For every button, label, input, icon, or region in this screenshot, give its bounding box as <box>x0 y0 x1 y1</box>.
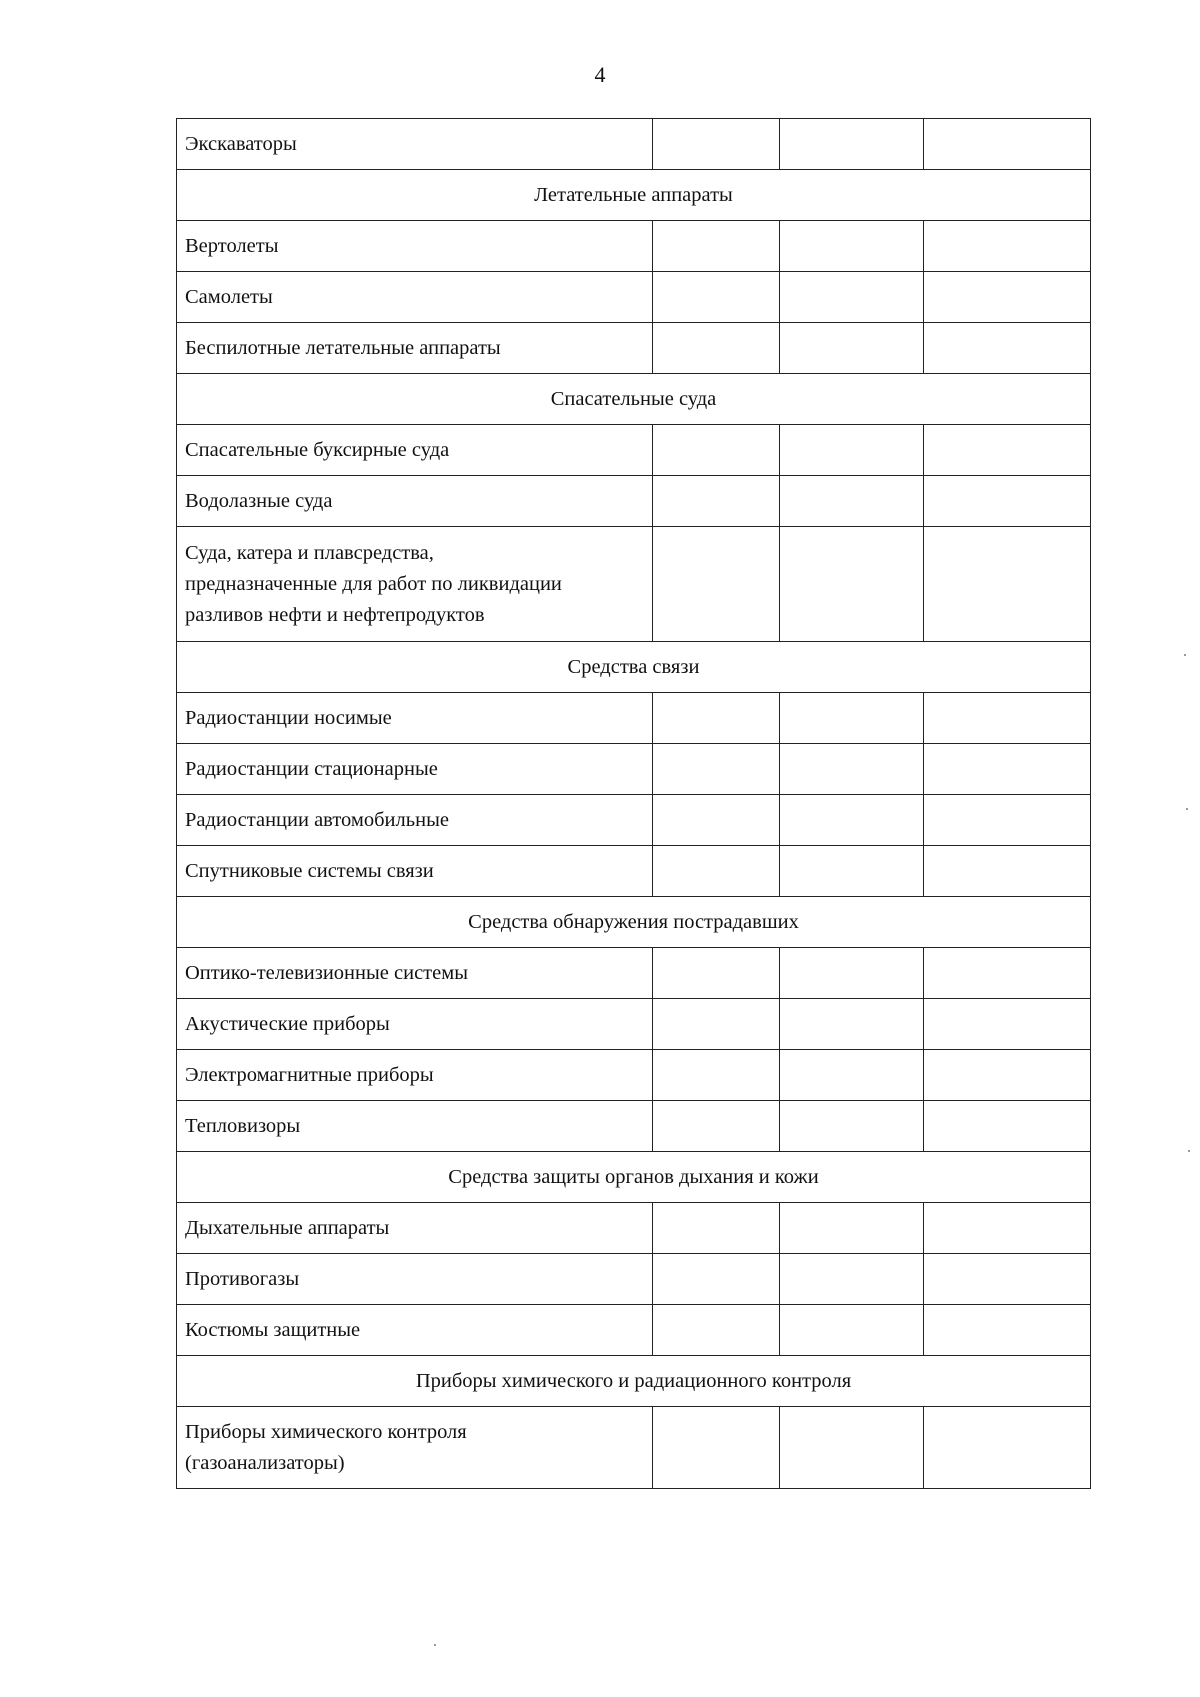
item-name-cell: Радиостанции носимые <box>177 693 653 744</box>
item-name-cell: Тепловизоры <box>177 1101 653 1152</box>
table-row <box>177 744 1091 795</box>
value-cell-1 <box>653 527 780 642</box>
page-number: 4 <box>594 62 606 87</box>
value-cell-2 <box>780 119 924 170</box>
table-row <box>177 323 1091 374</box>
value-cell-1 <box>653 425 780 476</box>
value-cell-3 <box>924 272 1091 323</box>
table-row <box>177 221 1091 272</box>
item-name-cell: Оптико-телевизионные системы <box>177 948 653 999</box>
item-name-cell: Спасательные буксирные суда <box>177 425 653 476</box>
table-row <box>177 948 1091 999</box>
item-name-cell: Противогазы <box>177 1254 653 1305</box>
value-cell-1 <box>653 1254 780 1305</box>
table-row <box>177 1407 1091 1489</box>
table-row <box>177 795 1091 846</box>
section-title: Средства связи <box>177 642 1091 693</box>
value-cell-1 <box>653 1305 780 1356</box>
value-cell-3 <box>924 1305 1091 1356</box>
value-cell-1 <box>653 948 780 999</box>
section-header-row <box>177 1152 1091 1203</box>
value-cell-2 <box>780 948 924 999</box>
value-cell-2 <box>780 1254 924 1305</box>
value-cell-2 <box>780 795 924 846</box>
value-cell-2 <box>780 221 924 272</box>
table-body <box>177 119 1091 1489</box>
item-name-line: (газоанализаторы) <box>185 1451 345 1474</box>
value-cell-1 <box>653 999 780 1050</box>
value-cell-1 <box>653 1101 780 1152</box>
item-name-cell: Водолазные суда <box>177 476 653 527</box>
scan-speck <box>434 1644 436 1646</box>
item-name-cell: Вертолеты <box>177 221 653 272</box>
item-name-cell: Радиостанции стационарные <box>177 744 653 795</box>
value-cell-3 <box>924 1407 1091 1489</box>
value-cell-1 <box>653 744 780 795</box>
section-title: Спасательные суда <box>177 374 1091 425</box>
table-row <box>177 693 1091 744</box>
value-cell-2 <box>780 693 924 744</box>
value-cell-1 <box>653 693 780 744</box>
table-row <box>177 999 1091 1050</box>
item-name-cell: Акустические приборы <box>177 999 653 1050</box>
value-cell-3 <box>924 948 1091 999</box>
section-title: Средства защиты органов дыхания и кожи <box>177 1152 1091 1203</box>
item-name-cell: Экскаваторы <box>177 119 653 170</box>
item-name-cell <box>177 1407 653 1489</box>
value-cell-3 <box>924 425 1091 476</box>
value-cell-2 <box>780 1101 924 1152</box>
value-cell-3 <box>924 795 1091 846</box>
value-cell-1 <box>653 1407 780 1489</box>
table-row <box>177 476 1091 527</box>
item-name-cell: Электромагнитные приборы <box>177 1050 653 1101</box>
value-cell-2 <box>780 476 924 527</box>
item-name-cell: Самолеты <box>177 272 653 323</box>
value-cell-1 <box>653 272 780 323</box>
value-cell-2 <box>780 323 924 374</box>
item-name-cell: Спутниковые системы связи <box>177 846 653 897</box>
value-cell-2 <box>780 527 924 642</box>
value-cell-2 <box>780 1203 924 1254</box>
table-row <box>177 1203 1091 1254</box>
scan-speck <box>1186 808 1188 810</box>
scan-speck <box>1188 1150 1190 1152</box>
value-cell-3 <box>924 744 1091 795</box>
value-cell-2 <box>780 846 924 897</box>
value-cell-2 <box>780 1305 924 1356</box>
value-cell-2 <box>780 999 924 1050</box>
item-name-cell: Дыхательные аппараты <box>177 1203 653 1254</box>
value-cell-3 <box>924 119 1091 170</box>
value-cell-3 <box>924 221 1091 272</box>
section-header-row <box>177 897 1091 948</box>
item-name-cell <box>177 527 653 642</box>
section-header-row <box>177 1356 1091 1407</box>
value-cell-1 <box>653 795 780 846</box>
value-cell-3 <box>924 999 1091 1050</box>
value-cell-3 <box>924 1101 1091 1152</box>
section-title: Приборы химического и радиационного контроля <box>177 1356 1091 1407</box>
value-cell-3 <box>924 1203 1091 1254</box>
value-cell-2 <box>780 744 924 795</box>
section-title: Средства обнаружения пострадавших <box>177 897 1091 948</box>
value-cell-2 <box>780 272 924 323</box>
value-cell-3 <box>924 846 1091 897</box>
table-row <box>177 119 1091 170</box>
value-cell-1 <box>653 1203 780 1254</box>
table-row <box>177 272 1091 323</box>
section-title: Летательные аппараты <box>177 170 1091 221</box>
item-name-cell: Беспилотные летательные аппараты <box>177 323 653 374</box>
table-row <box>177 527 1091 642</box>
value-cell-2 <box>780 425 924 476</box>
table-row <box>177 1050 1091 1101</box>
item-name-line: предназначенные для работ по ликвидации <box>185 572 562 595</box>
value-cell-1 <box>653 323 780 374</box>
value-cell-3 <box>924 1050 1091 1101</box>
value-cell-1 <box>653 476 780 527</box>
table-row <box>177 1305 1091 1356</box>
value-cell-1 <box>653 846 780 897</box>
item-name-line: Суда, катера и плавсредства, <box>185 541 434 564</box>
section-header-row <box>177 374 1091 425</box>
value-cell-2 <box>780 1050 924 1101</box>
value-cell-1 <box>653 1050 780 1101</box>
item-name-line: Приборы химического контроля <box>185 1420 467 1443</box>
value-cell-2 <box>780 1407 924 1489</box>
item-name-line: разливов нефти и нефтепродуктов <box>185 603 485 626</box>
section-header-row <box>177 170 1091 221</box>
value-cell-3 <box>924 527 1091 642</box>
table-row <box>177 1254 1091 1305</box>
value-cell-3 <box>924 323 1091 374</box>
table-row <box>177 425 1091 476</box>
table-row <box>177 1101 1091 1152</box>
value-cell-3 <box>924 1254 1091 1305</box>
value-cell-3 <box>924 476 1091 527</box>
scan-speck <box>1184 654 1186 656</box>
section-header-row <box>177 642 1091 693</box>
item-name-cell: Костюмы защитные <box>177 1305 653 1356</box>
item-name-cell: Радиостанции автомобильные <box>177 795 653 846</box>
value-cell-3 <box>924 693 1091 744</box>
value-cell-1 <box>653 119 780 170</box>
table-row <box>177 846 1091 897</box>
value-cell-1 <box>653 221 780 272</box>
equipment-table <box>176 118 1091 1489</box>
